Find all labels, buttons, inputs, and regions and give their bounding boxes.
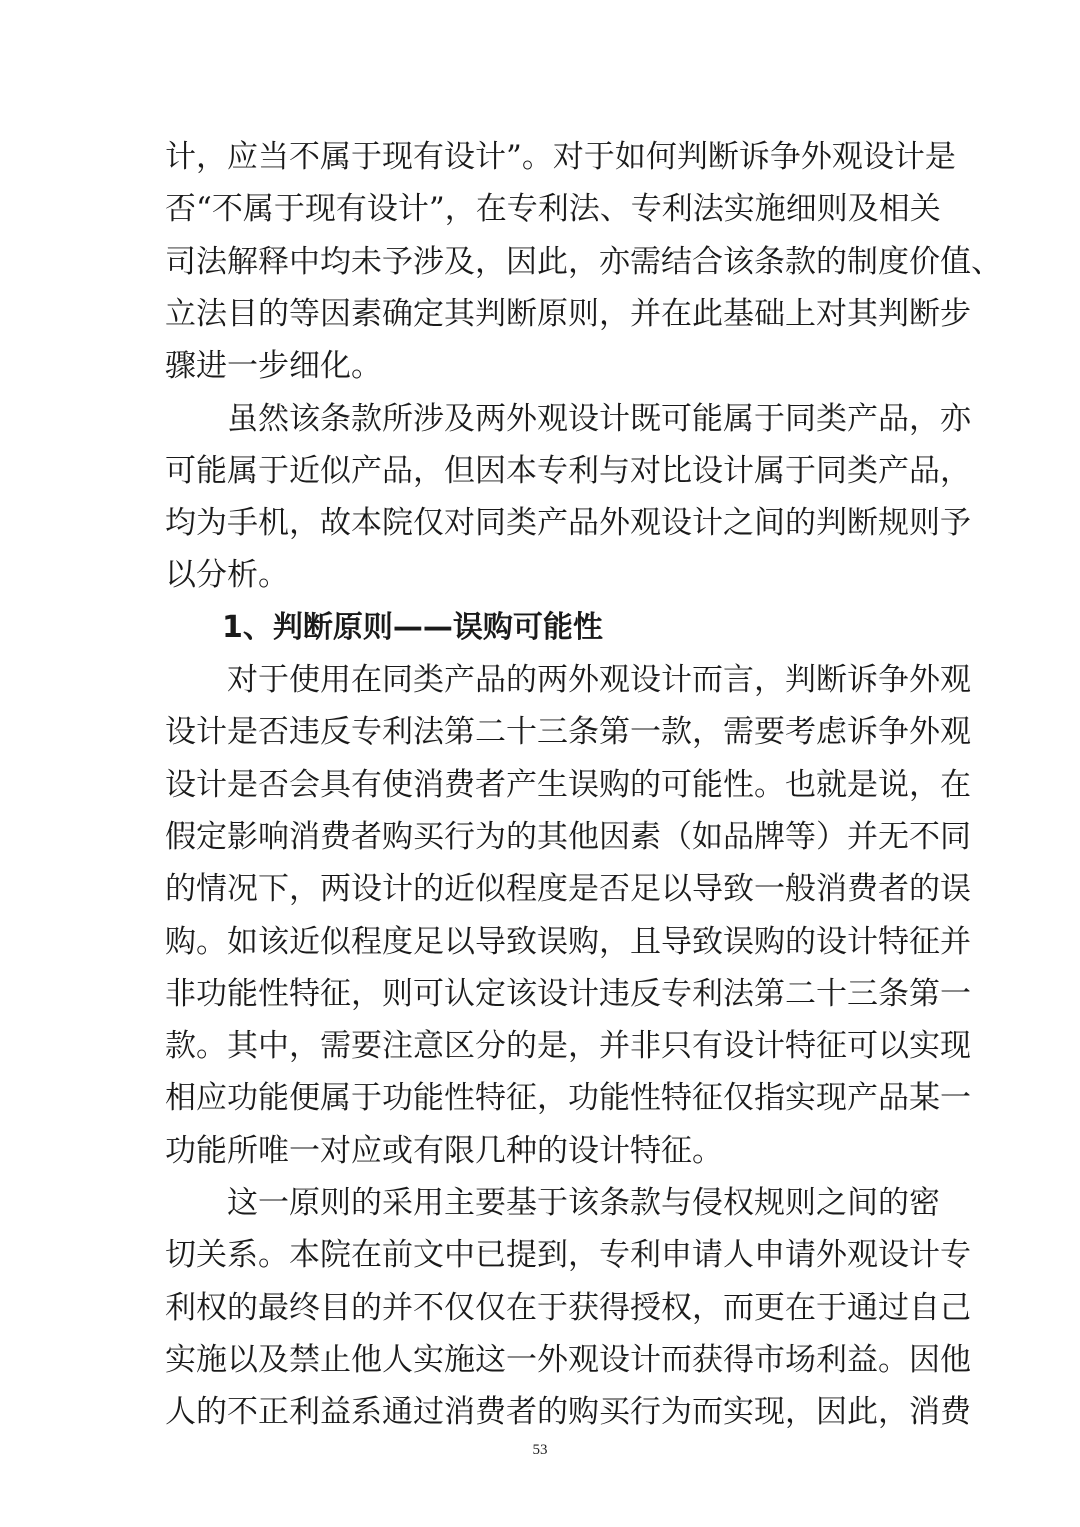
text-line: 以分析。 <box>165 557 289 594</box>
text-line: 的情况下，两设计的近似程度是否足以导致一般消费者的误 <box>165 871 971 908</box>
text-line: 设计是否违反专利法第二十三条第一款，需要考虑诉争外观 <box>165 714 971 751</box>
text-line: 设计是否会具有使消费者产生误购的可能性。也就是说，在 <box>165 766 971 803</box>
text-line: 骤进一步细化。 <box>165 348 382 385</box>
text-line: 利权的最终目的并不仅仅在于获得授权，而更在于通过自己 <box>165 1289 971 1326</box>
text-line: 相应功能便属于功能性特征，功能性特征仅指实现产品某一 <box>165 1080 971 1117</box>
paragraph-first-line: 对于使用在同类产品的两外观设计而言，判断诉争外观 <box>227 662 971 698</box>
text-line: 否“不属于现有设计”，在专利法、专利法实施细则及相关 <box>165 191 941 228</box>
text-line: 切关系。本院在前文中已提到，专利申请人申请外观设计专 <box>165 1237 971 1274</box>
text-line: 非功能性特征，则可认定该设计违反专利法第二十三条第一 <box>165 975 971 1012</box>
section-heading: 1、判断原则——误购可能性 <box>222 609 603 645</box>
paragraph-first-line: 这一原则的采用主要基于该条款与侵权规则之间的密 <box>227 1185 940 1221</box>
text-line: 均为手机，故本院仅对同类产品外观设计之间的判断规则予 <box>165 505 971 542</box>
text-line: 计，应当不属于现有设计”。对于如何判断诉争外观设计是 <box>165 139 956 175</box>
text-line: 人的不正利益系通过消费者的购买行为而实现，因此，消费 <box>165 1394 971 1431</box>
text-line: 实施以及禁止他人实施这一外观设计而获得市场利益。因他 <box>165 1341 971 1378</box>
page-number: 53 <box>532 1442 548 1458</box>
text-line: 功能所唯一对应或有限几种的设计特征。 <box>165 1132 723 1169</box>
text-line: 司法解释中均未予涉及，因此，亦需结合该条款的制度价值、 <box>165 243 1002 280</box>
text-line: 可能属于近似产品，但因本专利与对比设计属于同类产品， <box>165 452 971 489</box>
paragraph-first-line: 虽然该条款所涉及两外观设计既可能属于同类产品，亦 <box>227 400 971 437</box>
text-line: 立法目的等因素确定其判断原则，并在此基础上对其判断步 <box>165 295 971 332</box>
text-line: 款。其中，需要注意区分的是，并非只有设计特征可以实现 <box>165 1028 971 1065</box>
text-line: 购。如该近似程度足以导致误购，且导致误购的设计特征并 <box>165 923 971 960</box>
text-line: 假定影响消费者购买行为的其他因素（如品牌等）并无不同 <box>165 818 971 855</box>
